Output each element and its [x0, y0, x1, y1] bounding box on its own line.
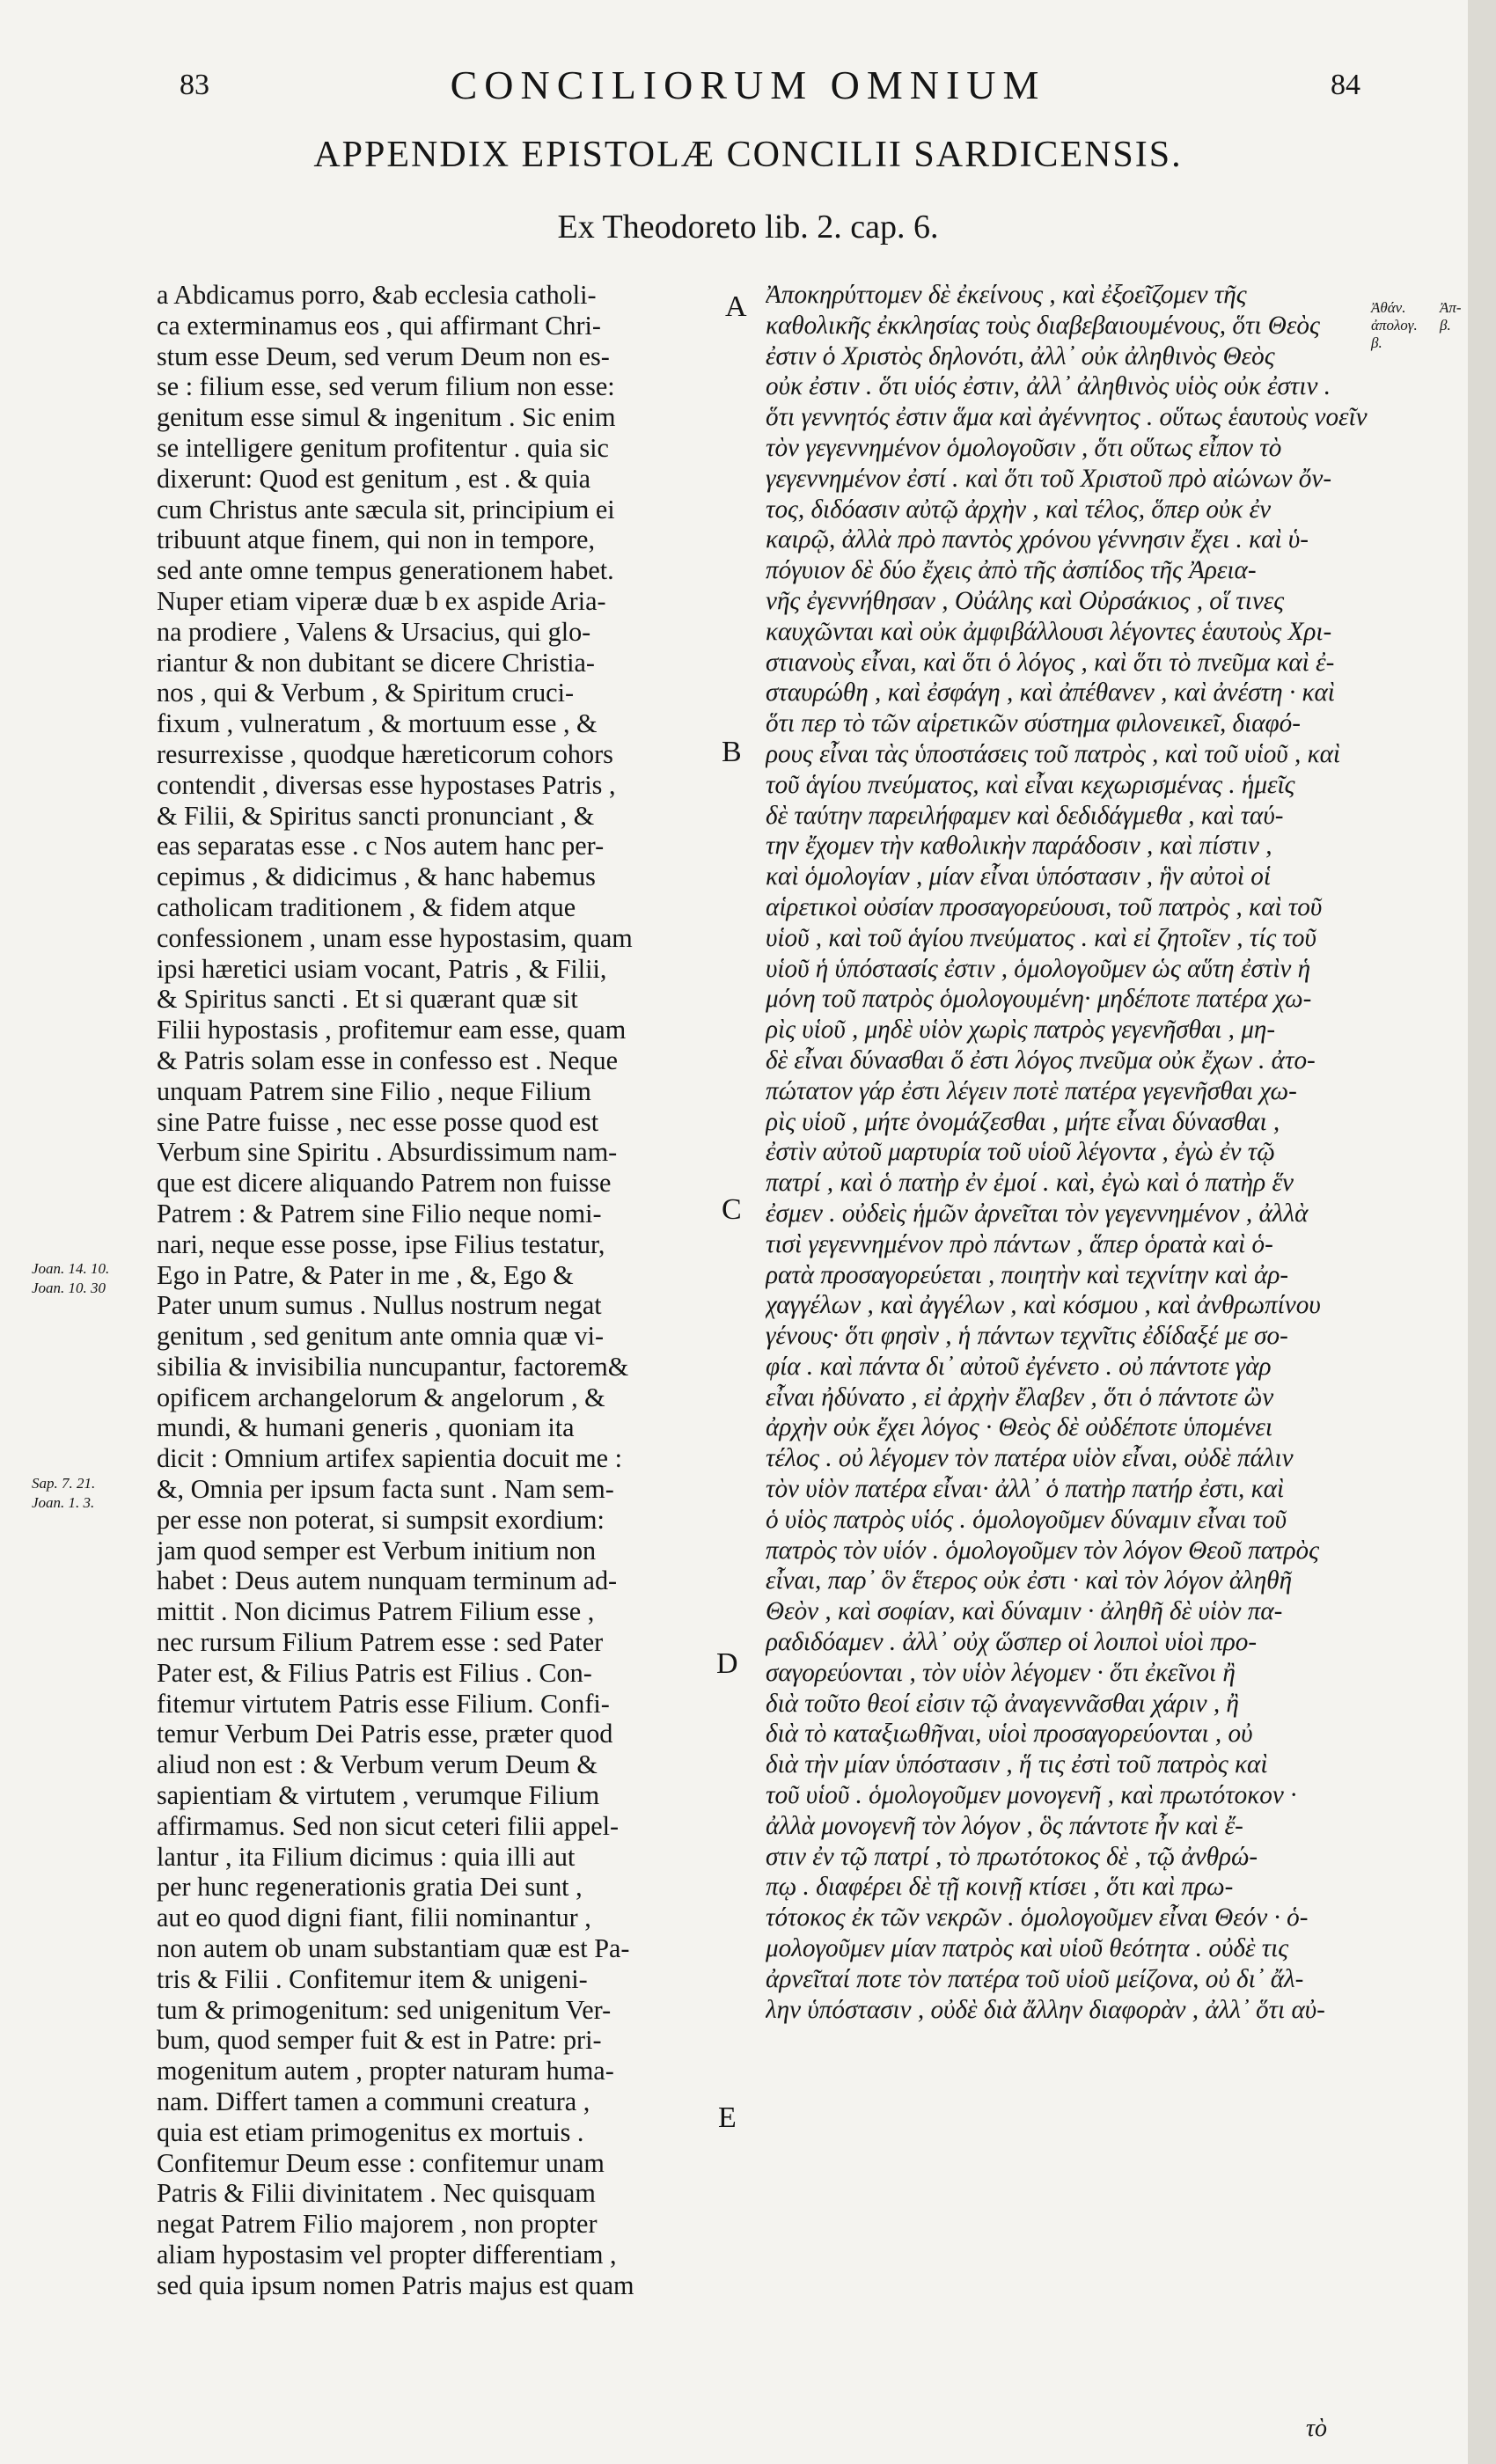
- greek-text-line: τισὶ γεγεννημένον πρὸ πάντων , ἅπερ ὁρατὰ καὶ ὁ-: [766, 1229, 1273, 1258]
- latin-text-line: que est dicere aliquando Patrem non fuisse: [157, 1168, 612, 1199]
- greek-text-line: νῆς ἐγεννήθησαν , Οὐάλης καὶ Οὐρσάκιος , οἵ τινες: [766, 586, 1285, 615]
- greek-text-line: τὸν υἱὸν πατέρα εἶναι· ἀλλ᾽ ὁ πατὴρ πατήρ ἐστι, καὶ: [766, 1475, 1285, 1504]
- latin-text-line: eas separatas esse . c Nos autem hanc per-: [157, 831, 605, 862]
- page-number-right: 84: [1331, 69, 1360, 101]
- greek-text-line: την ἔχομεν τὴν καθολικὴν παράδοσιν , καὶ πίστιν ,: [766, 832, 1272, 861]
- latin-text-line: sed quia ipsum nomen Patris majus est quam: [157, 2270, 634, 2300]
- greek-text-line: ἐστιν ὁ Χριστὸς δηλονότι, ἀλλ᾽ οὐκ ἀληθινὸς Θεὸς: [766, 341, 1275, 370]
- page-number-left: 83: [180, 69, 209, 101]
- latin-text-line: per hunc regenerationis gratia Dei sunt ,: [157, 1872, 583, 1903]
- latin-text-line: stum esse Deum, sed verum Deum non es-: [157, 341, 610, 371]
- greek-text-line: γένους· ὅτι φησὶν , ἡ πάντων τεχνῖτις ἐδίδαξέ με σο-: [766, 1322, 1288, 1351]
- latin-text-line: confessionem , unam esse hypostasim, quam: [157, 922, 633, 953]
- greek-text-line: φία . καὶ πάντα δι᾽ αὐτοῦ ἐγένετο . οὐ πάντοτε γὰρ: [766, 1352, 1272, 1381]
- latin-text-line: mittit . Non dicimus Patrem Filium esse ,: [157, 1596, 595, 1627]
- latin-text-line: Patrem : & Patrem sine Filio neque nomi-: [157, 1198, 602, 1228]
- margin-note-athanasius: Ἀθάν. ἀπολογ. β.: [1371, 299, 1418, 351]
- greek-text-line: ραδιδόαμεν . ἀλλ᾽ οὐχ ὥσπερ οἱ λοιποὶ υἱοὶ προ-: [766, 1628, 1258, 1657]
- greek-text-line: αἱρετικοὶ οὐσίαν προσαγορεύουσι, τοῦ πατρὸς , καὶ τοῦ: [766, 892, 1323, 921]
- latin-text-line: tris & Filii . Confitemur item & unigeni-: [157, 1963, 588, 1994]
- greek-text-line: μόνη τοῦ πατρὸς ὁμολογουμένη· μηδέποτε πατέρα χω-: [766, 985, 1312, 1014]
- latin-text-line: nam. Differt tamen a communi creatura ,: [157, 2086, 590, 2117]
- latin-text-line: Confitemur Deum esse : confitemur unam: [157, 2147, 605, 2178]
- latin-text-line: sine Patre fuisse , nec esse posse quod est: [157, 1106, 599, 1137]
- latin-text-line: quia est etiam primogenitus ex mortuis .: [157, 2116, 584, 2147]
- greek-text-line: διὰ τὸ καταξιωθῆναι, υἱοὶ προσαγορεύονται , οὐ: [766, 1720, 1253, 1749]
- latin-text-line: riantur & non dubitant se dicere Christia-: [157, 647, 595, 678]
- greek-text-line: ρὶς υἱοῦ , μηδὲ υἱὸν χωρὶς πατρὸς γεγενῆσθαι , μη-: [766, 1016, 1276, 1045]
- greek-text-line: γεγεννημένον ἐστί . καὶ ὅτι τοῦ Χριστοῦ πρὸ αἰώνων ὄν-: [766, 464, 1332, 493]
- latin-text-line: affirmamus. Sed non sicut ceteri filii appel-: [157, 1810, 620, 1841]
- latin-text-line: bum, quod semper fuit & est in Patre: pri-: [157, 2025, 602, 2056]
- latin-text-line: Pater est, & Filius Patris est Filius . Con-: [157, 1657, 592, 1688]
- greek-text-line: σαγορεύονται , τὸν υἱὸν λέγομεν · ὅτι ἐκεῖνοι ἢ: [766, 1658, 1236, 1687]
- section-letter-d: D: [716, 1647, 738, 1680]
- section-letter-e: E: [718, 2101, 737, 2134]
- greek-text-line: ρατὰ προσαγορεύεται , ποιητὴν καὶ τεχνίτην καὶ ἀρ-: [766, 1260, 1289, 1289]
- latin-text-line: dixerunt: Quod est genitum , est . & quia: [157, 463, 590, 494]
- greek-text-line: καθολικῆς ἐκκλησίας τοὺς διαβεβαιουμένους, ὅτι Θεὸς: [766, 311, 1320, 340]
- greek-text-line: ἀρχὴν οὐκ ἔχει λόγος · Θεὸς δὲ οὐδέποτε ὑπομένει: [766, 1413, 1273, 1442]
- greek-text-line: σταυρώθη , καὶ ἐσφάγη , καὶ ἀπέθανεν , καὶ ἀνέστη · καὶ: [766, 678, 1335, 708]
- greek-text-line: τὸν γεγεννημένον ὁμολογοῦσιν , ὅτι οὕτως εἶπον τὸ: [766, 433, 1282, 462]
- greek-text-line: πῳ . διαφέρει δὲ τῇ κοινῇ κτίσει , ὅτι καὶ πρω-: [766, 1873, 1234, 1902]
- greek-text-line: υἱοῦ , καὶ τοῦ ἁγίου πνεύματος . καὶ εἰ ζητοῖεν , τίς τοῦ: [766, 923, 1316, 952]
- greek-text-line: πώτατον γάρ ἐστι λέγειν ποτὲ πατέρα γεγενῆσθαι χω-: [766, 1076, 1297, 1105]
- latin-text-line: lantur , ita Filium dicimus : quia illi aut: [157, 1841, 576, 1872]
- margin-ref-john-10-30: Joan. 10. 30: [32, 1280, 106, 1296]
- latin-text-line: per esse non poterat, si sumpsit exordium:: [157, 1504, 605, 1535]
- latin-text-line: fitemur virtutem Patris esse Filium. Confi-: [157, 1688, 610, 1719]
- greek-text-line: δὲ εἶναι δύνασθαι ὅ ἐστι λόγος πνεῦμα οὐκ ἔχων . ἀτο-: [766, 1045, 1316, 1074]
- greek-text-line: δὲ ταύτην παρειλήφαμεν καὶ δεδιδάγμεθα , καὶ ταύ-: [766, 801, 1284, 830]
- latin-text-line: sibilia & invisibilia nuncupantur, factorem&: [157, 1351, 629, 1382]
- greek-text-line: πόγυιον δὲ δύο ἔχεις ἀπὸ τῆς ἀσπίδος τῆς Ἀρεια-: [766, 556, 1257, 585]
- latin-text-line: Filii hypostasis , profitemur eam esse, quam: [157, 1015, 627, 1045]
- greek-text-line: λην ὑπόστασιν , οὐδὲ διὰ ἄλλην διαφορὰν , ἀλλ᾽ ὅτι αὐ-: [766, 1995, 1325, 2024]
- latin-text-line: cum Christus ante sæcula sit, principium ei: [157, 494, 615, 524]
- latin-text-line: Patris & Filii divinitatem . Nec quisquam: [157, 2178, 596, 2209]
- latin-text-line: fixum , vulneratum , & mortuum esse , &: [157, 708, 598, 739]
- latin-text-line: non autem ob unam substantiam quæ est Pa-: [157, 1933, 630, 1964]
- latin-text-line: jam quod semper est Verbum initium non: [157, 1535, 597, 1566]
- greek-text-line: οὐκ ἐστιν . ὅτι υἱός ἐστιν, ἀλλ᾽ ἀληθινὸς υἱὸς οὐκ ἐστιν .: [766, 372, 1331, 401]
- greek-text-line: ὅτι περ τὸ τῶν αἱρετικῶν σύστημα φιλονεικεῖ, διαφό-: [766, 709, 1301, 738]
- greek-text-line: ἀλλὰ μονογενῆ τὸν λόγον , ὃς πάντοτε ἦν καὶ ἔ-: [766, 1811, 1243, 1840]
- latin-text-line: ipsi hæretici usiam vocant, Patris , & Filii,: [157, 953, 607, 984]
- greek-text-line: ὁ υἱὸς πατρὸς υἱός . ὁμολογοῦμεν δύναμιν εἶναι τοῦ: [766, 1505, 1287, 1534]
- section-letter-b: B: [722, 736, 742, 768]
- greek-text-line: τέλος . οὐ λέγομεν τὸν πατέρα υἱὸν εἶναι, οὐδὲ πάλιν: [766, 1444, 1294, 1473]
- greek-text-line: ἀρνεῖταί ποτε τὸν πατέρα τοῦ υἱοῦ μείζονα, οὐ δι᾽ ἄλ-: [766, 1964, 1304, 1993]
- greek-text-line: τότοκος ἐκ τῶν νεκρῶν . ὁμολογοῦμεν εἶναι Θεόν · ὁ-: [766, 1903, 1309, 1932]
- latin-column: [157, 280, 725, 2409]
- appendix-title: APPENDIX EPISTOLÆ CONCILII SARDICENSIS.: [313, 135, 1183, 175]
- greek-column: [766, 280, 1382, 2409]
- greek-text-line: διὰ τοῦτο θεοί εἰσιν τῷ ἀναγεννᾶσθαι χάριν , ἢ: [766, 1689, 1239, 1718]
- latin-text-line: catholicam traditionem , & fidem atque: [157, 891, 576, 922]
- facing-page-edge: [1468, 0, 1496, 2464]
- latin-text-line: & Patris solam esse in confesso est . Neque: [157, 1045, 618, 1075]
- greek-text-line: τοῦ ἁγίου πνεύματος, καὶ εἶναι κεχωρισμένας . ἡμεῖς: [766, 770, 1295, 799]
- latin-text-line: temur Verbum Dei Patris esse, præter quod: [157, 1719, 613, 1749]
- latin-text-line: genitum esse simul & ingenitum . Sic enim: [157, 402, 616, 433]
- greek-text-line: πατρὸς τὸν υἱόν . ὁμολογοῦμεν τὸν λόγον Θεοῦ πατρὸς: [766, 1536, 1319, 1565]
- latin-text-line: resurrexisse , quodque hæreticorum cohors: [157, 738, 613, 769]
- latin-text-line: Pater unum sumus . Nullus nostrum negat: [157, 1290, 602, 1321]
- margin-ref-wisdom-7-21: Sap. 7. 21.: [32, 1475, 96, 1492]
- source-line: Ex Theodoreto lib. 2. cap. 6.: [557, 209, 939, 246]
- latin-text-line: & Filii, & Spiritus sancti pronunciant , &: [157, 800, 595, 831]
- latin-text-line: contendit , diversas esse hypostases Patris ,: [157, 769, 616, 800]
- greek-text-line: ἐσμεν . οὐδεὶς ἡμῶν ἀρνεῖται τὸν γεγεννημένον , ἀλλὰ: [766, 1199, 1309, 1228]
- greek-text-line: τος, διδόασιν αὐτῷ ἀρχὴν , καὶ τέλος, ὅπερ οὐκ ἐν: [766, 495, 1272, 524]
- greek-text-line: ρὶς υἱοῦ , μήτε ὀνομάζεσθαι , μήτε εἶναι δύνασθαι ,: [766, 1107, 1280, 1136]
- latin-text-line: negat Patrem Filio majorem , non propter: [157, 2209, 598, 2240]
- latin-text-line: aut eo quod digni fiant, filii nominantur ,: [157, 1903, 591, 1933]
- greek-text-line: τοῦ υἱοῦ . ὁμολογοῦμεν μονογενῆ , καὶ πρωτότοκον ·: [766, 1781, 1297, 1810]
- greek-text-line: εἶναι, παρ᾽ ὃν ἕτερος οὐκ ἐστι · καὶ τὸν λόγον ἀληθῆ: [766, 1566, 1293, 1595]
- latin-text-line: mogenitum autem , propter naturam huma-: [157, 2056, 614, 2086]
- catchword: τὸ: [1306, 2415, 1328, 2442]
- latin-text-line: tribuunt atque finem, qui non in tempore,: [157, 524, 595, 555]
- latin-text-line: se : filium esse, sed verum filium non esse:: [157, 371, 615, 402]
- margin-ref-john-1-3: Joan. 1. 3.: [32, 1494, 95, 1511]
- greek-text-line: υἱοῦ ἡ ὑπόστασίς ἐστιν , ὁμολογοῦμεν ὡς αὕτη ἐστὶν ἡ: [766, 954, 1311, 983]
- latin-text-line: aliud non est : & Verbum verum Deum &: [157, 1749, 598, 1780]
- greek-text-line: διὰ τὴν μίαν ὑπόστασιν , ἥ τις ἐστὶ τοῦ πατρὸς καὶ: [766, 1750, 1268, 1779]
- latin-text-line: tum & primogenitum: sed unigenitum Ver-: [157, 1994, 612, 2025]
- latin-text-line: sed ante omne tempus generationem habet.: [157, 555, 614, 586]
- greek-text-line: ρους εἶναι τὰς ὑποστάσεις τοῦ πατρὸς , καὶ τοῦ υἱοῦ , καὶ: [766, 739, 1341, 768]
- latin-text-line: genitum , sed genitum ante omnia quæ vi-: [157, 1321, 605, 1352]
- latin-text-line: unquam Patrem sine Filio , neque Filium: [157, 1075, 591, 1106]
- margin-ref-john-14-10: Joan. 14. 10.: [32, 1260, 110, 1277]
- latin-text-line: sapientiam & virtutem , verumque Filium: [157, 1780, 600, 1811]
- latin-text-line: aliam hypostasim vel propter differentiam ,: [157, 2240, 617, 2270]
- latin-text-line: Ego in Patre, & Pater in me , &, Ego &: [157, 1259, 574, 1290]
- latin-text-line: Verbum sine Spiritu . Absurdissimum nam-: [157, 1137, 618, 1168]
- latin-text-line: se intelligere genitum profitentur . quia sic: [157, 432, 609, 463]
- latin-text-line: mundi, & humani generis , quoniam ita: [157, 1412, 575, 1443]
- latin-text-line: cepimus , & didicimus , & hanc habemus: [157, 862, 596, 892]
- greek-text-line: ὅτι γεννητός ἐστιν ἅμα καὶ ἀγέννητος . οὕτως ἑαυτοὺς νοεῖν: [766, 403, 1368, 432]
- greek-text-line: καυχῶνται καὶ οὐκ ἀμφιβάλλουσι λέγοντες ἑαυτοὺς Χρι-: [766, 617, 1332, 646]
- greek-text-line: μολογοῦμεν μίαν πατρὸς καὶ υἱοῦ θεότητα . οὐδὲ τις: [766, 1934, 1289, 1963]
- latin-text-line: & Spiritus sancti . Et si quærant quæ sit: [157, 984, 578, 1015]
- greek-text-line: ἐστὶν αὐτοῦ μαρτυρία τοῦ υἱοῦ λέγοντα , ἐγὼ ἐν τῷ: [766, 1138, 1275, 1167]
- latin-text-line: Nuper etiam viperæ duæ b ex aspide Aria-: [157, 585, 606, 616]
- latin-text-line: na prodiere , Valens & Ursacius, qui glo-: [157, 616, 591, 647]
- latin-text-line: nos , qui & Verbum , & Spiritum cruci-: [157, 678, 575, 708]
- greek-text-line: στιν ἐν τῷ πατρί , τὸ πρωτότοκος δὲ , τῷ ἀνθρώ-: [766, 1842, 1258, 1871]
- latin-text-line: &, Omnia per ipsum facta sunt . Nam sem-: [157, 1474, 614, 1505]
- latin-text-line: ca exterminamus eos , qui affirmant Chri-: [157, 310, 601, 341]
- greek-text-line: στιανοὺς εἶναι, καὶ ὅτι ὁ λόγος , καὶ ὅτι τὸ πνεῦμα καὶ ἐ-: [766, 648, 1335, 677]
- section-letter-c: C: [722, 1193, 742, 1226]
- greek-text-line: καὶ ὁμολογίαν , μίαν εἶναι ὑπόστασιν , ἣν αὐτοὶ οἱ: [766, 862, 1271, 891]
- latin-text-line: habet : Deus autem nunquam terminum ad-: [157, 1566, 618, 1596]
- latin-text-line: dicit : Omnium artifex sapientia docuit me :: [157, 1443, 622, 1474]
- greek-text-line: χαγγέλων , καὶ ἀγγέλων , καὶ κόσμου , καὶ ἀνθρωπίνου: [766, 1291, 1321, 1320]
- greek-text-line: εἶναι ἠδύνατο , εἰ ἀρχὴν ἔλαβεν , ὅτι ὁ πάντοτε ὢν: [766, 1382, 1274, 1412]
- latin-text-line: nari, neque esse posse, ipse Filius testatur,: [157, 1228, 605, 1259]
- section-letter-a: A: [725, 290, 747, 323]
- greek-text-line: Θεὸν , καὶ σοφίαν, καὶ δύναμιν · ἀληθῆ δὲ υἱὸν πα-: [766, 1597, 1283, 1626]
- margin-note-edge: Ἀπ- β.: [1440, 299, 1462, 334]
- greek-text-line: Ἀποκηρύττομεν δὲ ἐκείνους , καὶ ἐξοεῖζομεν τῆς: [766, 281, 1247, 309]
- greek-text-line: καιρῷ, ἀλλὰ πρὸ παντὸς χρόνου γέννησιν ἔχει . καὶ ὑ-: [766, 525, 1309, 554]
- running-title: CONCILIORUM OMNIUM: [450, 62, 1046, 107]
- greek-text-line: πατρί , καὶ ὁ πατὴρ ἐν ἐμοί . καὶ, ἐγὼ καὶ ὁ πατὴρ ἕν: [766, 1169, 1294, 1198]
- latin-text-line: a Abdicamus porro, &ab ecclesia catholi-: [157, 280, 597, 310]
- latin-text-line: nec rursum Filium Patrem esse : sed Pater: [157, 1627, 604, 1658]
- latin-text-line: opificem archangelorum & angelorum , &: [157, 1382, 605, 1412]
